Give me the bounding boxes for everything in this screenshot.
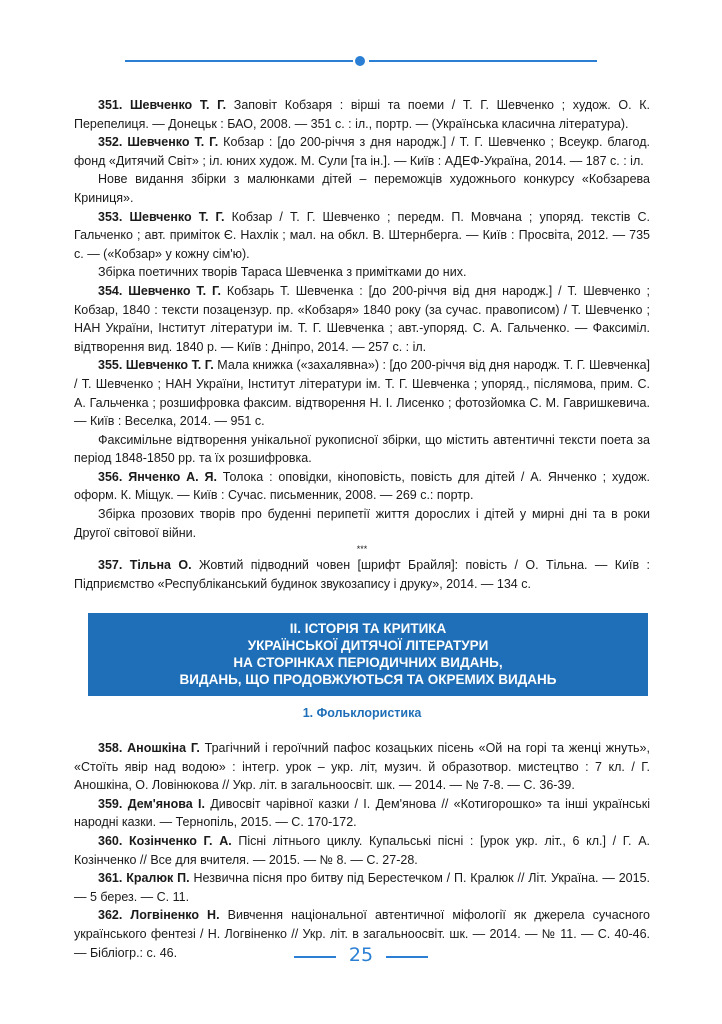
entry-number: 357. bbox=[98, 558, 123, 573]
entries-braille-list bbox=[74, 556, 650, 593]
entry-author: Янченко А. Я. bbox=[128, 469, 217, 484]
separator-stars: *** bbox=[356, 544, 368, 555]
entry-number: 356. bbox=[98, 469, 123, 484]
bibliography-entry bbox=[74, 556, 650, 593]
entry-text: Толока : оповідки, кіноповість, повість для дітей / А. Янченко ; худож. оформ. К. Міщук. — Київ : Сучас. письменник, 2008. — 269 с.: портр. bbox=[74, 469, 650, 503]
entry-text: Трагічний і героїчний пафос козацьких пісень «Ой на горі та женці жнуть», «Стоїть явір над водою» : інтегр. урок – укр. літ, музич. й образотвор. мистецтво : 7 кл. / Г. Аношкіна, О. Ловінюкова // Укр. літ. в загальноосвіт. шк. — 2014. — № 7-8. — С. 36-39. bbox=[74, 741, 650, 793]
entry-text: Мала книжка («захалявна») : [до 200-річчя від дня народж. Т. Г. Шевченка] / Т. Шевченко ; НАН України, Інститут літератури ім. Т. Г. Шевченка ; упоряд., післямова, прим. С. А. Гальченка ; розшифровка факсим. відтворення Н. І. Лисенко ; фотозйомка С. М. Гавришкевича. — Київ : Веселка, 2014. — 951 с. bbox=[74, 358, 650, 429]
bibliography-entry bbox=[74, 869, 650, 906]
bibliography-entry bbox=[74, 133, 650, 170]
entry-author: Шевченко Т. Г. bbox=[129, 98, 227, 112]
entries-top-list bbox=[74, 96, 650, 542]
banner-line-3: НА СТОРІНКАХ ПЕРІОДИЧНИХ ВИДАНЬ, bbox=[233, 655, 503, 671]
entry-text: Пісні літнього циклу. Купальські пісні : [урок укр. літ., 6 кл.] / Г. А. Козінченко // Все для вчителя. — 2015. — № 8. — С. 27-28. bbox=[74, 834, 651, 867]
entry-text: Кобзар / Т. Г. Шевченко ; передм. П. Мовчана ; упоряд. текстів С. Гальченко ; авт. приміток Є. Нахлік ; мал. на обкл. В. Штернберга. — Київ : Просвіта, 2012. — 735 с. — («Кобзар» у кожну сім'ю). bbox=[74, 209, 650, 261]
top-rule-right-line bbox=[369, 60, 597, 62]
bibliography-entry bbox=[74, 739, 650, 795]
entry-text: Заповіт Кобзаря : вірші та поеми / Т. Г. Шевченко ; худож. О. К. Перепелиця. — Донецьк : БАО, 2008. — 351 с. : іл., портр. — (Українська класична література). bbox=[74, 98, 650, 131]
entry-text: Жовтий підводний човен [шрифт Брайля]: повість / О. Тільна. — Київ : Підприємство «Республіканський будинок звукозапису і друку», 2014. — 134 с. bbox=[74, 558, 651, 591]
entry-number: 355. bbox=[98, 358, 123, 373]
entries-folk-list bbox=[74, 739, 650, 962]
entry-author: Шевченко Т. Г. bbox=[127, 135, 219, 150]
entry-author: Аношкіна Г. bbox=[127, 741, 200, 756]
entry-text: Збірка поетичних творів Тараса Шевченка з примітками до них. bbox=[98, 265, 467, 280]
entry-annotation bbox=[74, 431, 650, 468]
entry-text: Вивчення національної автентичної міфології як джерела сучасного українського фентезі / Н. Логвіненко // Укр. літ. в загальноосвіт. шк. — 2014. — № 11. — С. 40-46. — Бібліогр.: с. 46. bbox=[74, 908, 650, 960]
entry-text: Нове видання збірки з малюнками дітей – переможців художнього конкурсу «Кобзарева Криниця». bbox=[74, 172, 650, 205]
entry-author: Кралюк П. bbox=[126, 871, 190, 886]
entry-number: 362. bbox=[98, 908, 123, 923]
banner-line-2: УКРАЇНСЬКОЇ ДИТЯЧОЇ ЛІТЕРАТУРИ bbox=[247, 638, 489, 654]
bibliography-entry bbox=[74, 282, 650, 356]
top-decorative-rule bbox=[125, 54, 597, 68]
entry-author: Шевченко Т. Г. bbox=[125, 358, 214, 373]
entry-number: 352. bbox=[98, 135, 123, 150]
bibliography-entry bbox=[74, 795, 650, 832]
entry-text: Дивосвіт чарівної казки / І. Дем'янова // «Котигорошко» та інші українські народні казки. — Тернопіль, 2015. — С. 170-172. bbox=[74, 796, 650, 830]
banner-line-4: ВИДАНЬ, ЩО ПРОДОВЖУЮТЬСЯ ТА ОКРЕМИХ ВИДАНЬ bbox=[179, 672, 557, 688]
entry-text: Збірка прозових творів про буденні перипетії життя дорослих і дітей у мирні дні та в роки Другої світової війни. bbox=[74, 507, 650, 540]
section-banner bbox=[88, 613, 648, 696]
entry-author: Логвіненко Н. bbox=[130, 908, 220, 923]
entry-author: Тільна О. bbox=[129, 558, 192, 573]
entry-annotation bbox=[74, 170, 650, 207]
bibliography-entry bbox=[74, 468, 650, 505]
entry-number: 358. bbox=[98, 741, 123, 756]
entry-number: 361. bbox=[98, 871, 123, 886]
entry-annotation bbox=[74, 505, 650, 542]
entry-text: Кобзарь Т. Шевченка : [до 200-річчя від дня народж.] / Т. Шевченко ; Кобзар, 1840 : тексти позацензур. пр. «Кобзаря» 1840 року (за сучас. правописом) / Т. Шевченко ; НАН України, Інститут літератури ім. Т. Г. Шевченка ; авт.-упоряд. С. А. Гальченко. — Факсиміл. відтворення вид. 1840 р. — Київ : Дніпро, 2014. — 257 с. : іл. bbox=[74, 283, 650, 354]
footer-left-line bbox=[294, 956, 336, 958]
entry-author: Шевченко Т. Г. bbox=[129, 209, 225, 224]
entry-number: 359. bbox=[98, 796, 123, 811]
entry-number: 354. bbox=[98, 283, 123, 298]
entry-text: Кобзар : [до 200-річчя з дня народж.] / Т. Г. Шевченко ; Всеукр. благод. фонд «Дитячий Світ» ; іл. юних худож. М. Сули [та ін.]. — Київ : АДЕФ-Україна, 2014. — 187 с. : іл. bbox=[74, 135, 650, 168]
top-rule-left-line bbox=[125, 60, 353, 62]
top-rule-dot bbox=[355, 56, 365, 66]
entry-text: Факсимільне відтворення унікальної рукописної збірки, що містить автентичні тексти поета за період 1848-1850 рр. та їх розшифровка. bbox=[74, 432, 650, 466]
bibliography-entry bbox=[74, 832, 650, 869]
page-number: 25 bbox=[348, 944, 374, 966]
footer-right-line bbox=[386, 956, 428, 958]
section-title: 1. Фольклористика bbox=[302, 706, 422, 721]
entry-number: 351. bbox=[98, 98, 123, 112]
page-content bbox=[74, 96, 650, 962]
entry-annotation bbox=[74, 263, 650, 282]
bibliography-entry bbox=[74, 96, 650, 133]
banner-line-1: II. ІСТОРІЯ ТА КРИТИКА bbox=[289, 621, 447, 637]
entry-author: Козінченко Г. А. bbox=[129, 834, 232, 848]
bibliography-entry bbox=[74, 356, 650, 430]
bibliography-entry bbox=[74, 208, 650, 264]
entry-text: Незвична пісня про битву під Берестечком / П. Кралюк // Літ. Україна. — 2015. — 5 берез. — С. 11. bbox=[74, 871, 650, 904]
entry-number: 360. bbox=[98, 834, 123, 848]
page-footer bbox=[294, 946, 428, 968]
entry-author: Шевченко Т. Г. bbox=[128, 283, 221, 298]
entry-number: 353. bbox=[98, 209, 123, 224]
entry-author: Дем'янова І. bbox=[127, 796, 205, 811]
